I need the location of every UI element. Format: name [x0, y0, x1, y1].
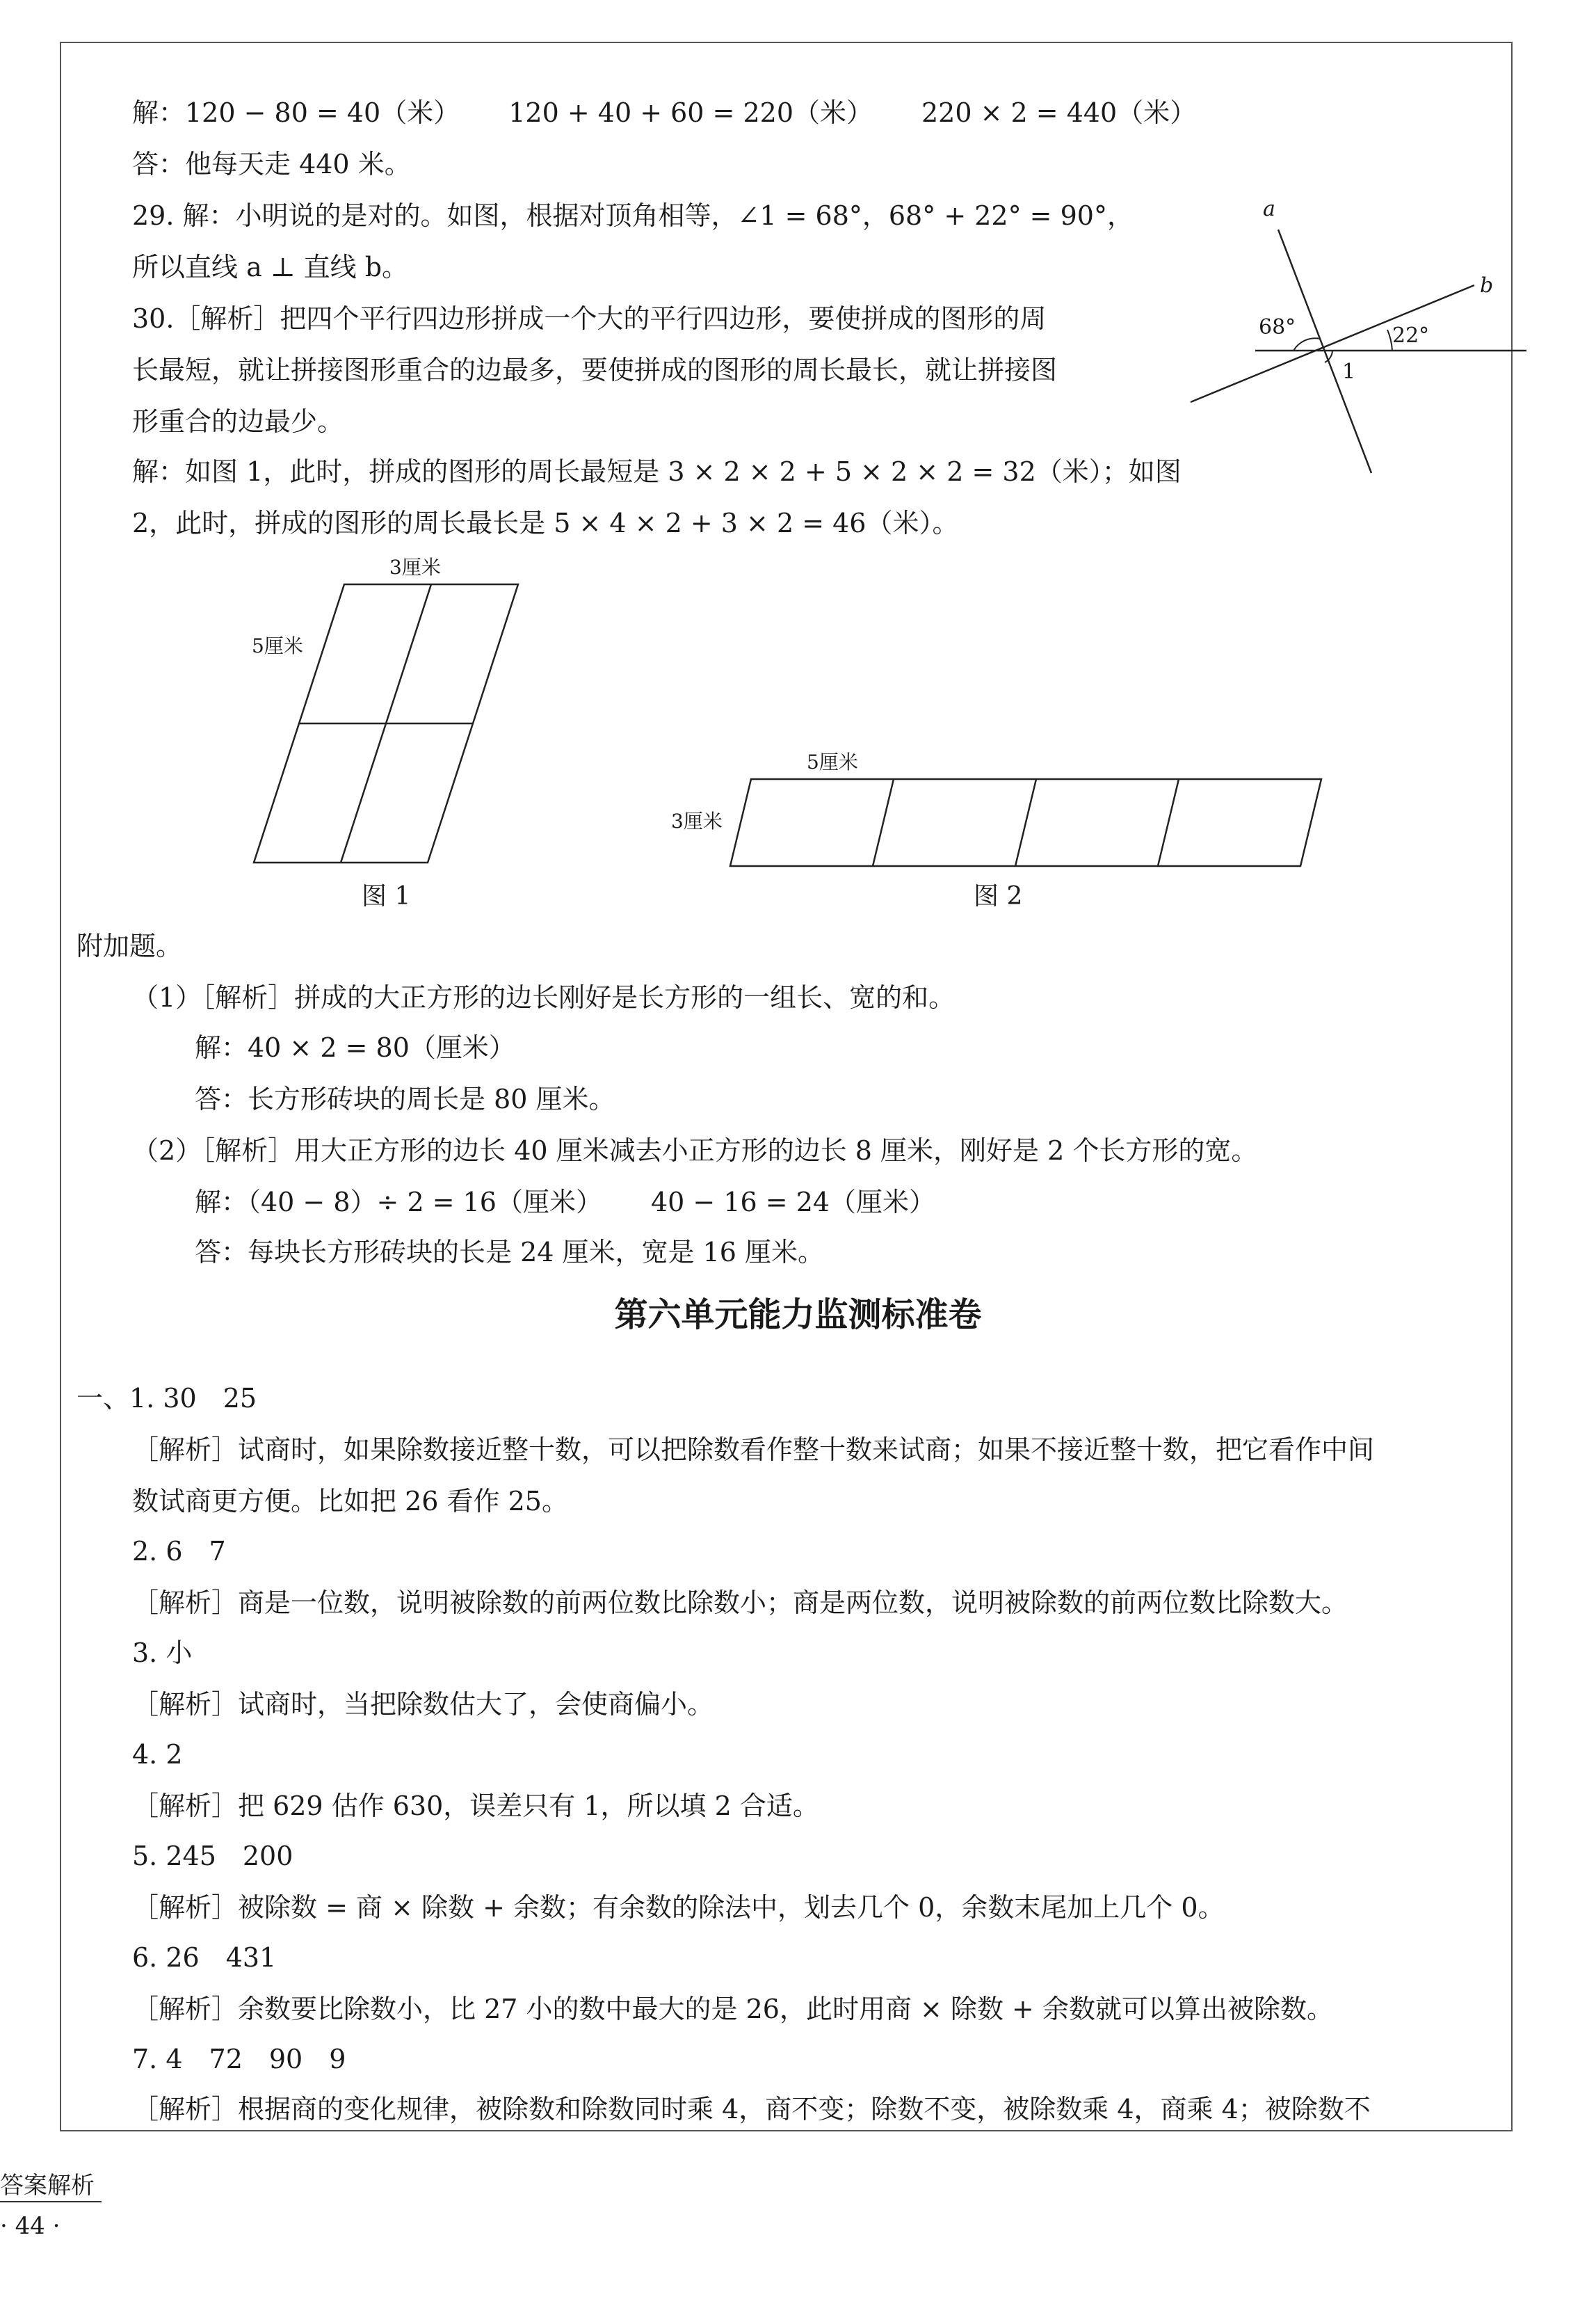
q5-answer: 5. 245 200	[132, 1841, 293, 1871]
answer-line: 答：他每天走 440 米。	[132, 149, 411, 179]
q30-solution-2: 2，此时，拼成的图形的周长最长是 5 × 4 × 2 + 3 × 2 = 46（米）。	[132, 508, 959, 538]
q2-analysis: ［解析］商是一位数，说明被除数的前两位数比除数小；商是两位数，说明被除数的前两位数比除数大。	[132, 1587, 1348, 1618]
q30-line-2: 长最短，就让拼接图形重合的边最多，要使拼成的图形的周长最长，就让拼接图	[132, 355, 1058, 385]
q29-line-1: 29. 解：小明说的是对的。如图，根据对顶角相等，∠1 = 68°，68° + 22° = 90°，	[132, 200, 1134, 231]
q1-analysis-1: ［解析］试商时，如果除数接近整十数，可以把除数看作整十数来试商；如果不接近整十数，把它看作中间	[132, 1434, 1375, 1465]
extra-heading: 附加题。	[76, 931, 183, 961]
extra-q1-answer: 答：长方形砖块的周长是 80 厘米。	[195, 1084, 615, 1114]
extra-q2-solution	[195, 1185, 935, 1219]
calc-2: 120 + 40 + 60 = 220（米）	[508, 97, 873, 128]
q7-analysis: ［解析］根据商的变化规律，被除数和除数同时乘 4，商不变；除数不变，被除数乘 4，商乘 4；被除数不	[132, 2094, 1371, 2124]
page-number: · 44 ·	[0, 2212, 61, 2240]
q3-analysis: ［解析］试商时，当把除数估大了，会使商偏小。	[132, 1689, 714, 1720]
q29-line-2: 所以直线 a ⊥ 直线 b。	[132, 252, 409, 282]
q1-analysis-2: 数试商更方便。比如把 26 看作 25。	[132, 1486, 568, 1516]
extra-q1-solution: 解：40 × 2 = 80（厘米）	[195, 1032, 515, 1063]
extra-q2-calc-1: 解：（40 − 8）÷ 2 = 16（厘米）	[195, 1187, 602, 1217]
q5-analysis: ［解析］被除数 = 商 × 除数 + 余数；有余数的除法中，划去几个 0，余数末尾加上几个 0。	[132, 1892, 1225, 1923]
figure-2-caption: 图 2	[974, 882, 1023, 911]
footer-label: 答案解析	[0, 2170, 102, 2202]
parallelogram-figures	[0, 0, 1596, 974]
q1-answer: 一、1. 30 25	[76, 1383, 257, 1414]
q30-solution-1: 解：如图 1，此时，拼成的图形的周长最短是 3 × 2 × 2 + 5 × 2 × 2 = 32（米）；如图	[132, 456, 1182, 487]
q6-analysis: ［解析］余数要比除数小，比 27 小的数中最大的是 26，此时用商 × 除数 + 余数就可以算出被除数。	[132, 1994, 1333, 2024]
q30-line-3: 形重合的边最少。	[132, 406, 344, 437]
figure-2-divider-2	[1015, 779, 1036, 866]
figure-1	[252, 556, 518, 911]
q4-answer: 4. 2	[132, 1739, 183, 1770]
figure-2-divider-3	[1158, 779, 1179, 866]
q2-answer: 2. 6 7	[132, 1536, 226, 1567]
q30-line-1: 30.［解析］把四个平行四边形拼成一个大的平行四边形，要使拼成的图形的周	[132, 303, 1047, 334]
q6-answer: 6. 26 431	[132, 1942, 277, 1973]
figure-1-top-label: 3厘米	[389, 556, 441, 579]
label-a: a	[1263, 197, 1275, 221]
angle-1-label: 1	[1342, 360, 1356, 384]
figure-2-divider-1	[873, 779, 894, 866]
calc-1: 解：120 − 80 = 40（米）	[132, 97, 460, 128]
angle-22-label: 22°	[1392, 323, 1430, 348]
section-title: 第六单元能力监测标准卷	[614, 1295, 982, 1334]
calc-3: 220 × 2 = 440（米）	[921, 97, 1197, 128]
extra-q1-analysis: （1）［解析］拼成的大正方形的边长刚好是长方形的一组长、宽的和。	[132, 982, 956, 1013]
figure-1-caption: 图 1	[362, 882, 411, 911]
figure-2-top-label: 5厘米	[807, 751, 858, 774]
q4-analysis: ［解析］把 629 估作 630，误差只有 1，所以填 2 合适。	[132, 1791, 819, 1821]
q7-answer: 7. 4 72 90 9	[132, 2044, 346, 2074]
extra-q2-calc-2: 40 − 16 = 24（厘米）	[650, 1187, 936, 1217]
angle-68-label: 68°	[1259, 315, 1296, 339]
figure-1-side-label: 5厘米	[252, 634, 303, 657]
extra-q2-analysis: （2）［解析］用大正方形的边长 40 厘米减去小正方形的边长 8 厘米，刚好是 2 个长方形的宽。	[132, 1135, 1258, 1166]
q3-answer: 3. 小	[132, 1638, 193, 1668]
label-b: b	[1480, 273, 1494, 298]
figure-2	[671, 751, 1321, 911]
extra-q2-answer: 答：每块长方形砖块的长是 24 厘米，宽是 16 厘米。	[195, 1237, 825, 1267]
figure-2-side-label: 3厘米	[671, 810, 723, 833]
